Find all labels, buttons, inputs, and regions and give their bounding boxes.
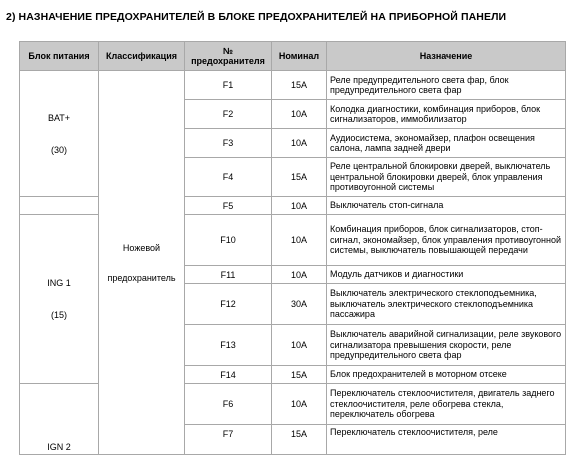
- header-fuse-no-line1: №: [222, 46, 234, 56]
- fuse-rating: 10A: [272, 384, 327, 425]
- header-fuse-no-line2: предохранителя: [191, 56, 265, 66]
- fuse-table-container: [19, 41, 565, 452]
- fuse-purpose: Аудиосистема, экономайзер, плафон освещения салона, лампа задней двери: [327, 129, 566, 158]
- fuse-rating: 15A: [272, 366, 327, 384]
- fuse-rating: 15A: [272, 71, 327, 100]
- fuse-number: F13: [185, 325, 272, 366]
- header-power: Блок питания: [20, 42, 99, 71]
- classification-line2: предохранитель: [107, 272, 176, 283]
- fuse-number: F1: [185, 71, 272, 100]
- fuse-number: F10: [185, 215, 272, 266]
- fuse-rating: 15A: [272, 158, 327, 197]
- fuse-purpose: Комбинация приборов, блок сигнализаторов, стоп-сигнал, экономайзер, блок управления противоугонной системы, выключатель повышающей передачи: [327, 215, 566, 266]
- power-group-spacer: [20, 197, 99, 215]
- power-group-name: ING 1: [47, 278, 71, 288]
- header-class: Классификация: [99, 42, 185, 71]
- header-rating: Номинал: [272, 42, 327, 71]
- fuse-number: F12: [185, 284, 272, 325]
- fuse-number: F6: [185, 384, 272, 425]
- table-header-row: [20, 42, 566, 71]
- power-group-bat: [20, 71, 99, 197]
- fuse-number: F3: [185, 129, 272, 158]
- power-group-name: IGN 2: [47, 442, 71, 452]
- fuse-number: F7: [185, 425, 272, 455]
- header-fuse-no: [185, 42, 272, 71]
- fuse-purpose: Модуль датчиков и диагностики: [327, 266, 566, 284]
- fuse-rating: 10A: [272, 100, 327, 129]
- fuse-rating: 15A: [272, 425, 327, 455]
- header-purpose: Назначение: [327, 42, 566, 71]
- fuse-purpose: Переключатель стеклоочистителя, двигатель заднего стеклоочистителя, реле обогрева стекла, переключатель обогрева: [327, 384, 566, 425]
- power-group-name: BAT+: [47, 112, 71, 123]
- fuse-table: [19, 41, 566, 455]
- fuse-rating: 10A: [272, 266, 327, 284]
- table-row: [20, 71, 566, 100]
- fuse-number: F5: [185, 197, 272, 215]
- fuse-rating: 10A: [272, 129, 327, 158]
- fuse-number: F14: [185, 366, 272, 384]
- fuse-purpose: Выключатель электрического стеклоподъемника, выключатель электрического стеклоподъемника пассажира: [327, 284, 566, 325]
- fuse-purpose: Реле центральной блокировки дверей, выключатель центральной блокировки дверей, блок управления противоугонной системы: [327, 158, 566, 197]
- fuse-number: F11: [185, 266, 272, 284]
- power-group-code: (15): [50, 310, 67, 320]
- page-title: 2) НАЗНАЧЕНИЕ ПРЕДОХРАНИТЕЛЕЙ В БЛОКЕ ПРЕДОХРАНИТЕЛЕЙ НА ПРИБОРНОЙ ПАНЕЛИ: [6, 11, 507, 23]
- fuse-number: F4: [185, 158, 272, 197]
- fuse-purpose: Реле предупредительного света фар, блок предупредительного света фар: [327, 71, 566, 100]
- fuse-purpose: Переключатель стеклоочистителя, реле: [327, 425, 566, 455]
- fuse-purpose: Выключатель стоп-сигнала: [327, 197, 566, 215]
- power-group-ing: [20, 215, 99, 384]
- fuse-purpose: Выключатель аварийной сигнализации, реле звукового сигнализатора превышения скорости, реле предупредительного света фар: [327, 325, 566, 366]
- fuse-rating: 10A: [272, 215, 327, 266]
- fuse-purpose: Блок предохранителей в моторном отсеке: [327, 366, 566, 384]
- fuse-rating: 30A: [272, 284, 327, 325]
- fuse-purpose: Колодка диагностики, комбинация приборов, блок сигнализаторов, иммобилизатор: [327, 100, 566, 129]
- power-group-code: (30): [50, 144, 67, 155]
- fuse-number: F2: [185, 100, 272, 129]
- fuse-rating: 10A: [272, 197, 327, 215]
- classification-cell: [99, 71, 185, 455]
- power-group-ign2: [20, 384, 99, 455]
- fuse-rating: 10A: [272, 325, 327, 366]
- classification-line1: Ножевой: [122, 242, 161, 253]
